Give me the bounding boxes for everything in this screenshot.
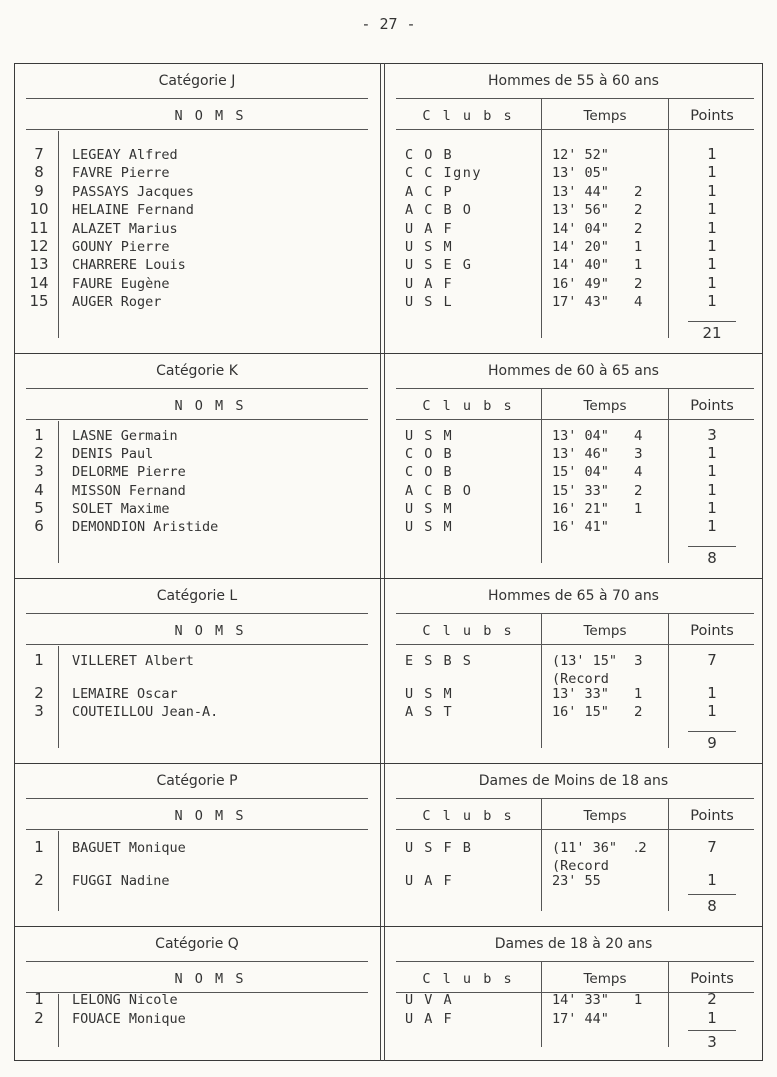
clubs-header: C l u b s bbox=[422, 971, 514, 987]
noms-rank-divider bbox=[58, 831, 59, 911]
points: 1 bbox=[707, 292, 717, 311]
noms-header: N O M S bbox=[174, 808, 246, 824]
temps-header: Temps bbox=[583, 623, 627, 639]
group-title: Hommes de 55 à 60 ans bbox=[488, 73, 659, 89]
athlete-name: VILLERET Albert bbox=[72, 653, 194, 669]
clubs-temps-divider bbox=[541, 614, 542, 748]
clubs-header: C l u b s bbox=[422, 623, 514, 639]
header-rule bbox=[396, 644, 754, 645]
club: U A F bbox=[405, 275, 454, 292]
time: 13' 46" bbox=[552, 446, 609, 463]
rank: 8 bbox=[34, 163, 44, 182]
temps-points-divider bbox=[668, 614, 669, 748]
clubs-temps-divider bbox=[541, 962, 542, 1047]
rank: 13 bbox=[29, 255, 49, 274]
group-title: Hommes de 65 à 70 ans bbox=[488, 588, 659, 604]
points: 1 bbox=[707, 255, 717, 274]
noms-header: N O M S bbox=[174, 398, 246, 414]
points: 7 bbox=[707, 651, 717, 669]
rank: 1 bbox=[34, 990, 44, 1008]
club: U A F bbox=[405, 220, 454, 237]
club: U A F bbox=[405, 1010, 454, 1027]
noms-header: N O M S bbox=[174, 623, 246, 639]
title-rule bbox=[26, 388, 368, 389]
header-rule bbox=[396, 419, 754, 420]
club: A C B O bbox=[405, 202, 473, 219]
club: U S M bbox=[405, 519, 454, 535]
rank: 2 bbox=[34, 1008, 44, 1027]
temps-points-divider bbox=[668, 962, 669, 1047]
time: 13' 33" bbox=[552, 686, 609, 703]
title-rule bbox=[396, 388, 754, 389]
athlete-name: AUGER Roger bbox=[72, 294, 162, 311]
club: U V A bbox=[405, 992, 454, 1008]
club: C C Igny bbox=[405, 165, 483, 182]
rank: 3 bbox=[34, 701, 44, 720]
total-rule bbox=[688, 321, 736, 322]
points: 1 bbox=[707, 218, 717, 237]
place: 4 bbox=[634, 428, 643, 444]
time: (13' 15" bbox=[552, 653, 618, 669]
points-header: Points bbox=[690, 398, 734, 414]
points: 7 bbox=[707, 838, 717, 856]
athlete-name: FAVRE Pierre bbox=[72, 165, 170, 182]
points: 1 bbox=[707, 163, 717, 182]
rank: 5 bbox=[34, 498, 44, 517]
rank: 3 bbox=[34, 462, 44, 481]
place: 1 bbox=[634, 992, 643, 1008]
points-header: Points bbox=[690, 623, 734, 639]
title-rule bbox=[26, 613, 368, 614]
place: 1 bbox=[634, 686, 643, 703]
time: 23' 55 bbox=[552, 873, 601, 890]
points: 1 bbox=[707, 145, 717, 163]
athlete-name: HELAINE Fernand bbox=[72, 202, 194, 219]
temps-points-divider bbox=[668, 99, 669, 338]
time: 17' 44" bbox=[552, 1010, 609, 1027]
points-header: Points bbox=[690, 808, 734, 824]
title-rule bbox=[396, 98, 754, 99]
club: U S E G bbox=[405, 257, 473, 274]
rank: 6 bbox=[34, 517, 44, 535]
points: 1 bbox=[707, 200, 717, 219]
athlete-name: CHARRERE Louis bbox=[72, 257, 186, 274]
time-note: (Record bbox=[552, 857, 609, 874]
total-points: 9 bbox=[707, 734, 717, 752]
points: 1 bbox=[707, 701, 717, 720]
time: 15' 04" bbox=[552, 464, 609, 481]
title-rule bbox=[396, 613, 754, 614]
athlete-name: FUGGI Nadine bbox=[72, 873, 170, 890]
total-points: 8 bbox=[707, 549, 717, 567]
points-header: Points bbox=[690, 971, 734, 987]
noms-header: N O M S bbox=[174, 971, 246, 987]
athlete-name: LEMAIRE Oscar bbox=[72, 686, 178, 703]
athlete-name: MISSON Fernand bbox=[72, 482, 186, 499]
time: 15' 33" bbox=[552, 482, 609, 499]
column-divider bbox=[380, 63, 381, 1061]
rank: 12 bbox=[29, 237, 49, 255]
time: 14' 04" bbox=[552, 220, 609, 237]
place: 3 bbox=[634, 446, 643, 463]
clubs-header: C l u b s bbox=[422, 108, 514, 124]
clubs-temps-divider bbox=[541, 799, 542, 911]
noms-rank-divider bbox=[58, 994, 59, 1047]
points-header: Points bbox=[690, 108, 734, 124]
athlete-name: LASNE Germain bbox=[72, 428, 178, 444]
points: 1 bbox=[707, 462, 717, 481]
time: 13' 05" bbox=[552, 165, 609, 182]
points: 1 bbox=[707, 517, 717, 535]
title-rule bbox=[396, 961, 754, 962]
temps-header: Temps bbox=[583, 108, 627, 124]
noms-rank-divider bbox=[58, 131, 59, 338]
rank: 1 bbox=[34, 838, 44, 856]
title-rule bbox=[26, 98, 368, 99]
athlete-name: PASSAYS Jacques bbox=[72, 183, 194, 200]
club: A S T bbox=[405, 703, 454, 720]
time-note: (Record bbox=[552, 670, 609, 687]
place: 2 bbox=[634, 220, 643, 237]
header-rule bbox=[26, 419, 368, 420]
group-title: Dames de Moins de 18 ans bbox=[478, 773, 669, 789]
place: 2 bbox=[634, 183, 643, 200]
header-rule bbox=[26, 129, 368, 130]
club: A C P bbox=[405, 183, 454, 200]
category-title: Catégorie L bbox=[156, 588, 238, 604]
time: 16' 41" bbox=[552, 519, 609, 535]
time: 14' 40" bbox=[552, 257, 609, 274]
athlete-name: GOUNY Pierre bbox=[72, 239, 170, 255]
points: 1 bbox=[707, 273, 717, 292]
points: 1 bbox=[707, 181, 717, 200]
athlete-name: SOLET Maxime bbox=[72, 500, 170, 517]
points: 1 bbox=[707, 444, 717, 463]
place: 1 bbox=[634, 500, 643, 517]
rank: 1 bbox=[34, 426, 44, 444]
club: U S F B bbox=[405, 840, 473, 856]
athlete-name: ALAZET Marius bbox=[72, 220, 178, 237]
temps-points-divider bbox=[668, 389, 669, 563]
points: 1 bbox=[707, 871, 717, 890]
time: 13' 44" bbox=[552, 183, 609, 200]
points: 3 bbox=[707, 426, 717, 444]
rank: 7 bbox=[34, 145, 44, 163]
athlete-name: FAURE Eugène bbox=[72, 275, 170, 292]
time: 12' 52" bbox=[552, 147, 609, 163]
athlete-name: DELORME Pierre bbox=[72, 464, 186, 481]
club: U S L bbox=[405, 294, 454, 311]
rank: 2 bbox=[34, 444, 44, 463]
temps-header: Temps bbox=[583, 808, 627, 824]
time: 16' 15" bbox=[552, 703, 609, 720]
noms-rank-divider bbox=[58, 421, 59, 563]
total-points: 8 bbox=[707, 897, 717, 915]
club: U S M bbox=[405, 428, 454, 444]
rank: 14 bbox=[29, 273, 49, 292]
rank: 2 bbox=[34, 871, 44, 890]
club: U S M bbox=[405, 239, 454, 255]
place: 2 bbox=[634, 703, 643, 720]
section-separator bbox=[14, 763, 763, 764]
noms-header: N O M S bbox=[174, 108, 246, 124]
club: A C B O bbox=[405, 482, 473, 499]
athlete-name: BAGUET Monique bbox=[72, 840, 186, 856]
time: 13' 04" bbox=[552, 428, 609, 444]
temps-points-divider bbox=[668, 799, 669, 911]
place: 1 bbox=[634, 239, 643, 255]
clubs-header: C l u b s bbox=[422, 398, 514, 414]
clubs-header: C l u b s bbox=[422, 808, 514, 824]
total-rule bbox=[688, 546, 736, 547]
time: 17' 43" bbox=[552, 294, 609, 311]
place: .2 bbox=[634, 840, 647, 856]
points: 1 bbox=[707, 684, 717, 703]
points: 1 bbox=[707, 498, 717, 517]
rank: 2 bbox=[34, 684, 44, 703]
rank: 11 bbox=[29, 218, 49, 237]
section-separator bbox=[14, 353, 763, 354]
club: U S M bbox=[405, 500, 454, 517]
rank: 10 bbox=[29, 200, 49, 219]
points: 2 bbox=[707, 990, 717, 1008]
athlete-name: DENIS Paul bbox=[72, 446, 154, 463]
rank: 1 bbox=[34, 651, 44, 669]
rank: 15 bbox=[29, 292, 49, 311]
header-rule bbox=[396, 829, 754, 830]
time: 14' 20" bbox=[552, 239, 609, 255]
time: (11' 36" bbox=[552, 840, 618, 856]
club: U S M bbox=[405, 686, 454, 703]
total-points: 3 bbox=[707, 1033, 717, 1051]
category-title: Catégorie P bbox=[156, 773, 238, 789]
rank: 9 bbox=[34, 181, 44, 200]
column-divider bbox=[384, 63, 385, 1061]
title-rule bbox=[26, 961, 368, 962]
club: U A F bbox=[405, 873, 454, 890]
athlete-name: DEMONDION Aristide bbox=[72, 519, 219, 535]
clubs-temps-divider bbox=[541, 389, 542, 563]
temps-header: Temps bbox=[583, 398, 627, 414]
place: 2 bbox=[634, 202, 643, 219]
section-separator bbox=[14, 926, 763, 927]
club: C O B bbox=[405, 147, 454, 163]
title-rule bbox=[396, 798, 754, 799]
group-title: Hommes de 60 à 65 ans bbox=[488, 363, 659, 379]
page-number: - 27 - bbox=[361, 15, 416, 33]
total-rule bbox=[688, 731, 736, 732]
club: E S B S bbox=[405, 653, 473, 669]
athlete-name: LEGEAY Alfred bbox=[72, 147, 178, 163]
category-title: Catégorie Q bbox=[155, 936, 239, 952]
group-title: Dames de 18 à 20 ans bbox=[494, 936, 653, 952]
athlete-name: COUTEILLOU Jean-A. bbox=[72, 703, 219, 720]
time: 16' 49" bbox=[552, 275, 609, 292]
clubs-temps-divider bbox=[541, 99, 542, 338]
athlete-name: FOUACE Monique bbox=[72, 1010, 186, 1027]
club: C O B bbox=[405, 446, 454, 463]
noms-rank-divider bbox=[58, 646, 59, 748]
place: 4 bbox=[634, 464, 643, 481]
place: 4 bbox=[634, 294, 643, 311]
category-title: Catégorie J bbox=[158, 73, 236, 89]
header-rule bbox=[26, 829, 368, 830]
time: 16' 21" bbox=[552, 500, 609, 517]
place: 3 bbox=[634, 653, 643, 669]
place: 1 bbox=[634, 257, 643, 274]
time: 14' 33" bbox=[552, 992, 609, 1008]
rank: 4 bbox=[34, 480, 44, 499]
points: 1 bbox=[707, 1008, 717, 1027]
club: C O B bbox=[405, 464, 454, 481]
section-separator bbox=[14, 578, 763, 579]
place: 2 bbox=[634, 275, 643, 292]
athlete-name: LELONG Nicole bbox=[72, 992, 178, 1008]
total-rule bbox=[688, 894, 736, 895]
title-rule bbox=[26, 798, 368, 799]
header-rule bbox=[26, 644, 368, 645]
place: 2 bbox=[634, 482, 643, 499]
total-rule bbox=[688, 1030, 736, 1031]
category-title: Catégorie K bbox=[156, 363, 238, 379]
time: 13' 56" bbox=[552, 202, 609, 219]
total-points: 21 bbox=[702, 324, 722, 342]
points: 1 bbox=[707, 480, 717, 499]
temps-header: Temps bbox=[583, 971, 627, 987]
header-rule bbox=[396, 129, 754, 130]
points: 1 bbox=[707, 237, 717, 255]
